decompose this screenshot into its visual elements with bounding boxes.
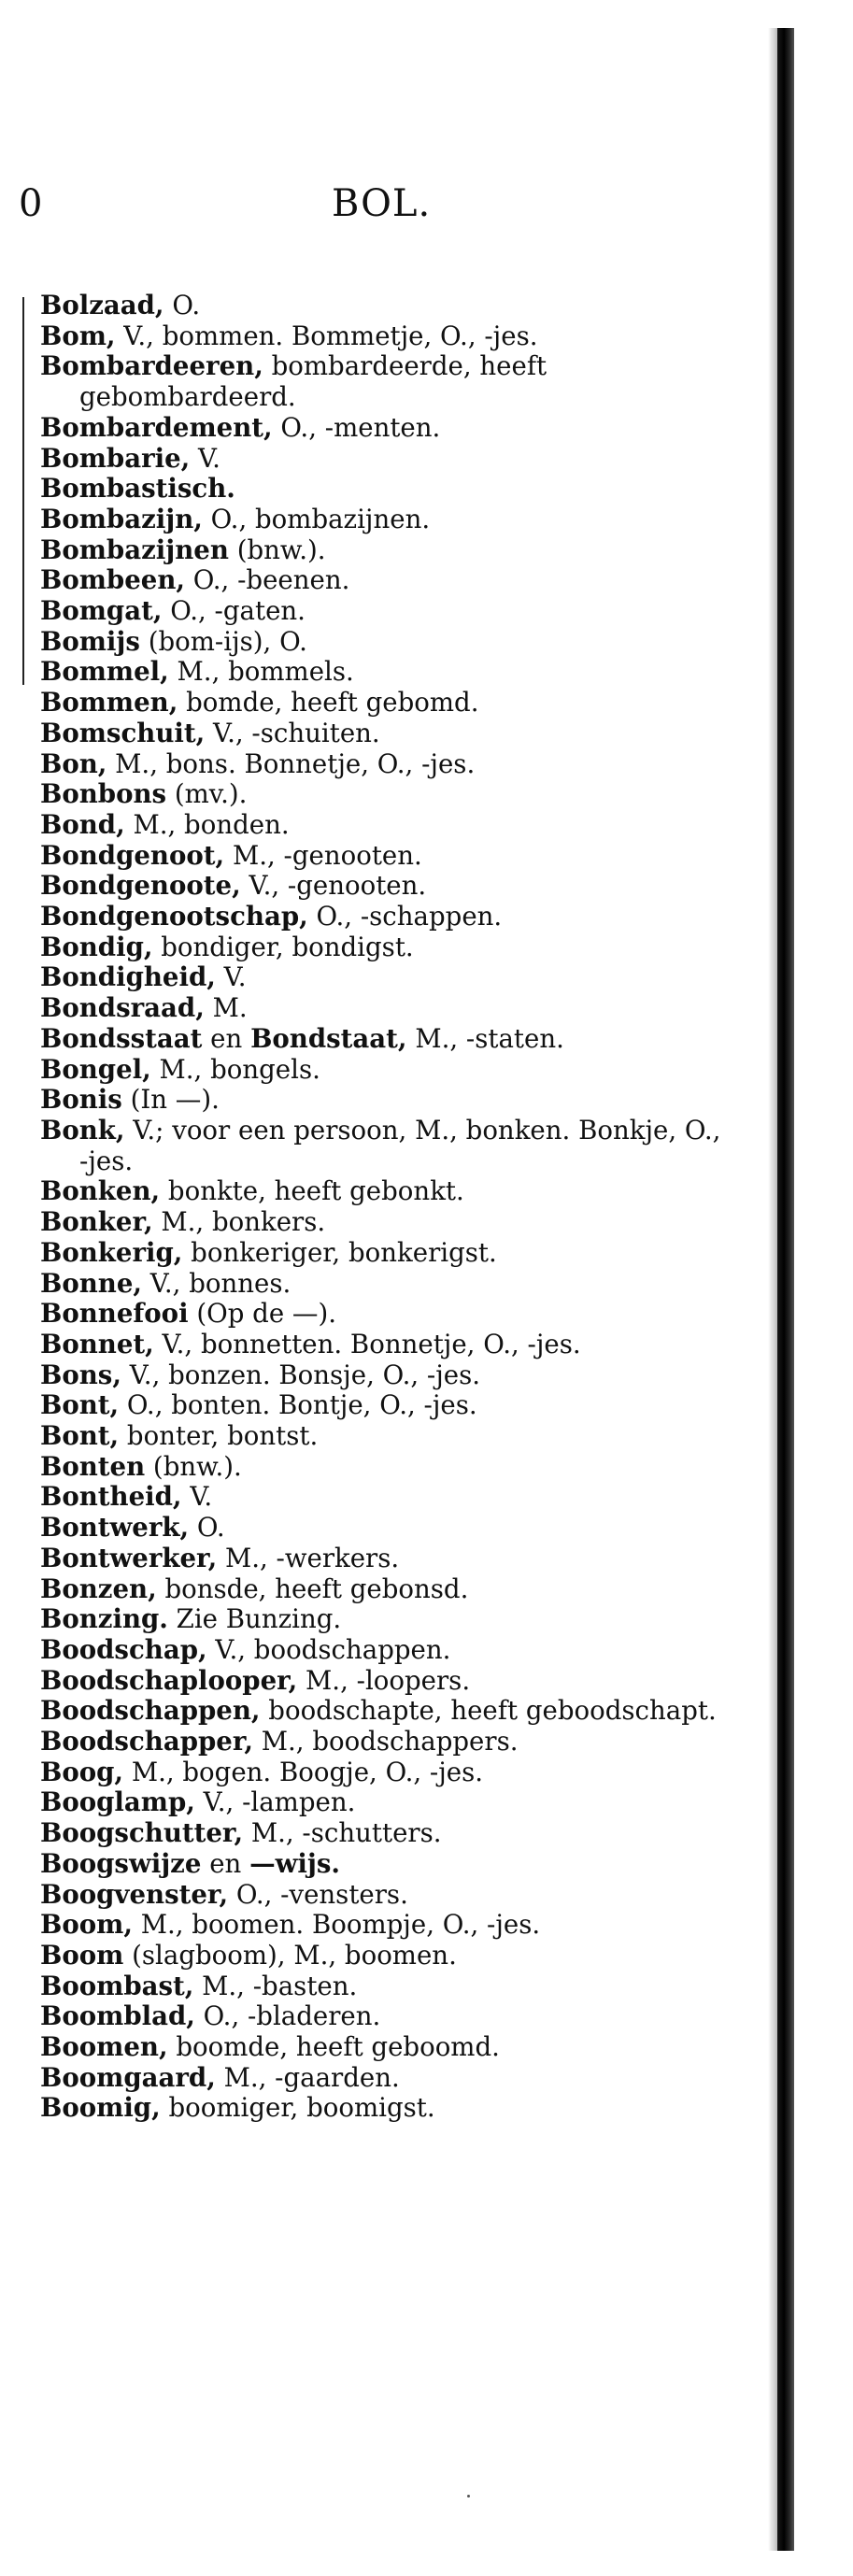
dictionary-entry bbox=[40, 1360, 736, 1391]
headword: Bombastisch. bbox=[40, 473, 235, 505]
entry-text: (In —). bbox=[121, 1084, 220, 1116]
headword: Bondgenootschap, bbox=[40, 901, 308, 932]
dictionary-entry bbox=[40, 1238, 736, 1269]
entry-text: bondiger, bondigst. bbox=[152, 931, 414, 962]
headword: Bombarie, bbox=[40, 442, 191, 474]
headword: Bons, bbox=[40, 1359, 121, 1390]
entry-text: bonkte, heeft gebonkt. bbox=[160, 1175, 464, 1207]
headword: Bondig, bbox=[40, 931, 153, 962]
dictionary-entry bbox=[40, 1941, 736, 1971]
entry-text: Zie Bunzing. bbox=[167, 1603, 342, 1635]
headword: Boomen, bbox=[40, 2031, 168, 2063]
headword: Bont, bbox=[40, 1420, 120, 1452]
headword: Bonne, bbox=[40, 1267, 143, 1299]
dictionary-entry bbox=[40, 2001, 736, 2032]
headword: Bont, bbox=[40, 1389, 120, 1421]
entry-text: M., -loopers. bbox=[297, 1664, 471, 1696]
entry-text-continued: M., -staten. bbox=[406, 1022, 564, 1054]
entry-text: (mv.). bbox=[166, 778, 248, 810]
entry-text: O., -gaten. bbox=[162, 595, 306, 627]
headword: Bonker, bbox=[40, 1206, 153, 1238]
running-head: BOL. bbox=[332, 182, 432, 225]
entry-text: V., -lampen. bbox=[194, 1786, 356, 1818]
entry-text: (bnw.). bbox=[145, 1450, 242, 1482]
dictionary-entry bbox=[40, 1635, 736, 1666]
dictionary-entry bbox=[40, 1055, 736, 1086]
headword: Bolzaad, bbox=[40, 290, 164, 320]
headword-variant: —wijs. bbox=[249, 1847, 341, 1879]
dictionary-entry bbox=[40, 841, 736, 872]
headword: Boodschapper, bbox=[40, 1726, 253, 1758]
dictionary-entry bbox=[40, 1849, 736, 1880]
headword: Bonnet, bbox=[40, 1328, 154, 1359]
dictionary-entry bbox=[40, 932, 736, 963]
headword: Bontheid, bbox=[40, 1481, 182, 1513]
entry-text: O., -menten. bbox=[272, 411, 441, 443]
entry-text: V., -schuiten. bbox=[205, 717, 380, 748]
entry-text: V. bbox=[181, 1481, 213, 1513]
page-number: 0 bbox=[19, 182, 43, 225]
entry-text: M., bons. Bonnetje, O., -jes. bbox=[107, 747, 476, 779]
headword: Bondsstaat bbox=[40, 1022, 203, 1054]
headword: Bontwerker, bbox=[40, 1542, 218, 1573]
dictionary-entry bbox=[40, 321, 736, 352]
entry-text: V., bonnes. bbox=[142, 1267, 291, 1299]
entry-text: V., bonzen. Bonsje, O., -jes. bbox=[121, 1359, 481, 1390]
dictionary-entry bbox=[40, 871, 736, 902]
entry-text: M. bbox=[204, 992, 248, 1024]
headword: Boogvenster, bbox=[40, 1878, 229, 1910]
dictionary-entry bbox=[40, 1880, 736, 1911]
dictionary-entry bbox=[40, 351, 736, 412]
headword: Bonzen, bbox=[40, 1573, 157, 1604]
dictionary-entry bbox=[40, 505, 736, 535]
headword: Bondsraad, bbox=[40, 992, 205, 1024]
dictionary-entry bbox=[40, 1421, 736, 1452]
headword: Bonk, bbox=[40, 1114, 125, 1146]
headword: Bombardement, bbox=[40, 411, 273, 443]
entry-text: bomde, heeft gebomd. bbox=[178, 687, 479, 719]
dictionary-entry bbox=[40, 1513, 736, 1544]
headword: Boodschaplooper, bbox=[40, 1664, 298, 1696]
dictionary-entry bbox=[40, 1758, 736, 1788]
entry-text: V.; voor een persoon, M., bonken. Bonkje, O., -jes. bbox=[79, 1114, 721, 1176]
entry-text: boomiger, boomigst. bbox=[160, 2092, 435, 2124]
headword: Bonzing. bbox=[40, 1603, 168, 1635]
dictionary-entry bbox=[40, 1207, 736, 1238]
dictionary-entry bbox=[40, 902, 736, 932]
headword: Bomijs bbox=[40, 625, 140, 657]
dictionary-entry bbox=[40, 1666, 736, 1697]
headword: Bon, bbox=[40, 747, 107, 779]
entry-text: bonsde, heeft gebonsd. bbox=[156, 1573, 469, 1604]
entry-text: O., bombazijnen. bbox=[202, 503, 431, 534]
headword: Bonkerig, bbox=[40, 1236, 183, 1268]
dictionary-entry bbox=[40, 1390, 736, 1421]
margin-rule bbox=[22, 297, 24, 685]
dictionary-entry bbox=[40, 2063, 736, 2094]
dictionary-entry bbox=[40, 719, 736, 749]
dictionary-entry bbox=[40, 1544, 736, 1574]
entry-text: M., bogen. Boogje, O., -jes. bbox=[123, 1756, 484, 1787]
headword: Bommen, bbox=[40, 687, 178, 719]
dictionary-entry bbox=[40, 779, 736, 810]
entry-text: M., boodschappers. bbox=[253, 1726, 519, 1758]
headword: Booglamp, bbox=[40, 1786, 195, 1818]
entry-text: O., -bladeren. bbox=[194, 2000, 381, 2032]
headword: Bonnefooi bbox=[40, 1298, 189, 1330]
entry-text: M., -werkers. bbox=[217, 1542, 400, 1573]
binding-edge bbox=[777, 28, 794, 2551]
dictionary-entry bbox=[40, 1024, 736, 1055]
headword: Bondgenoote, bbox=[40, 870, 241, 902]
headword: Bombazijnen bbox=[40, 534, 229, 565]
paper-speck bbox=[467, 2495, 470, 2498]
dictionary-entry bbox=[40, 1604, 736, 1635]
headword: Boomig, bbox=[40, 2092, 161, 2124]
headword: Bondigheid, bbox=[40, 961, 216, 993]
entry-text: O., -beenen. bbox=[185, 564, 350, 596]
headword: Boombast, bbox=[40, 1970, 194, 2001]
dictionary-entry bbox=[40, 810, 736, 841]
entry-text: V., bommen. Bommetje, O., -jes. bbox=[115, 320, 538, 351]
headword: Bongel, bbox=[40, 1053, 151, 1085]
entry-text: M., -genooten. bbox=[224, 839, 422, 871]
entry-text: bonter, bontst. bbox=[119, 1420, 319, 1452]
entry-text: en bbox=[202, 1022, 251, 1054]
dictionary-entry bbox=[40, 1269, 736, 1300]
headword: Bombeen, bbox=[40, 564, 185, 596]
binding-shadow bbox=[768, 28, 777, 2551]
dictionary-entry bbox=[40, 1971, 736, 2002]
dictionary-entry bbox=[40, 1787, 736, 1818]
dictionary-entry bbox=[40, 291, 736, 321]
entry-text: O., -vensters. bbox=[228, 1878, 408, 1910]
dictionary-entry bbox=[40, 1696, 736, 1727]
dictionary-entry bbox=[40, 2093, 736, 2124]
dictionary-entry bbox=[40, 1330, 736, 1360]
entry-text: V., bonnetten. Bonnetje, O., -jes. bbox=[153, 1328, 581, 1359]
dictionary-entry bbox=[40, 962, 736, 993]
headword: Boomblad, bbox=[40, 2000, 195, 2032]
dictionary-entry bbox=[40, 2032, 736, 2063]
entry-text: V. bbox=[190, 442, 220, 474]
headword: Boodschap, bbox=[40, 1633, 207, 1665]
dictionary-entry bbox=[40, 1818, 736, 1849]
entry-text: (slagboom), M., boomen. bbox=[123, 1939, 457, 1971]
headword-variant: Bondstaat, bbox=[250, 1022, 407, 1054]
entry-text: (bom-ijs), O. bbox=[139, 625, 307, 657]
dictionary-entry bbox=[40, 1574, 736, 1605]
headword: Bonken, bbox=[40, 1175, 161, 1207]
entry-text: M., -schutters. bbox=[243, 1817, 442, 1849]
dictionary-entry bbox=[40, 1085, 736, 1116]
headword: Bombazijn, bbox=[40, 503, 203, 534]
dictionary-entry bbox=[40, 596, 736, 627]
dictionary-entry bbox=[40, 627, 736, 658]
entry-text: M., bonden. bbox=[124, 808, 290, 840]
entry-text: M., bongels. bbox=[150, 1053, 320, 1085]
dictionary-entry bbox=[40, 1482, 736, 1513]
entry-text: O. bbox=[189, 1512, 225, 1544]
entry-text: V., boodschappen. bbox=[206, 1633, 451, 1665]
entry-text: M., boomen. Boompje, O., -jes. bbox=[132, 1909, 541, 1941]
entry-text: boomde, heeft geboomd. bbox=[167, 2031, 500, 2063]
entry-text: M., -gaarden. bbox=[215, 2061, 400, 2093]
entry-list bbox=[40, 291, 736, 2124]
dictionary-entry bbox=[40, 413, 736, 444]
dictionary-entry bbox=[40, 1299, 736, 1330]
headword: Bonten bbox=[40, 1450, 146, 1482]
dictionary-entry bbox=[40, 1116, 736, 1176]
headword: Bondgenoot, bbox=[40, 839, 225, 871]
dictionary-entry bbox=[40, 749, 736, 780]
headword: Boom bbox=[40, 1939, 124, 1971]
entry-text: bonkeriger, bonkerigst. bbox=[182, 1236, 497, 1268]
dictionary-entry bbox=[40, 688, 736, 719]
headword: Boogschutter, bbox=[40, 1817, 244, 1849]
dictionary-entry bbox=[40, 474, 736, 505]
headword: Bomschuit, bbox=[40, 717, 206, 748]
entry-text: (Op de —). bbox=[188, 1298, 337, 1330]
headword: Bonis bbox=[40, 1084, 122, 1116]
headword: Bommel, bbox=[40, 656, 169, 688]
entry-text: V., -genooten. bbox=[240, 870, 427, 902]
headword: Boomgaard, bbox=[40, 2061, 216, 2093]
entry-text: M., -basten. bbox=[193, 1970, 358, 2001]
entry-text: (bnw.). bbox=[228, 534, 326, 565]
headword: Boog, bbox=[40, 1756, 124, 1787]
entry-text: O. bbox=[163, 290, 201, 320]
headword: Bond, bbox=[40, 808, 125, 840]
entry-text: bombardeerde, heeft gebombardeerd. bbox=[79, 350, 547, 413]
headword: Bomgat, bbox=[40, 595, 163, 627]
dictionary-entry bbox=[40, 444, 736, 475]
entry-text: O., -schappen. bbox=[307, 901, 503, 932]
entry-text: M., bonkers. bbox=[152, 1206, 326, 1238]
entry-text: V. bbox=[215, 961, 247, 993]
dictionary-entry bbox=[40, 565, 736, 596]
headword: Bombardeeren, bbox=[40, 350, 263, 382]
headword: Boodschappen, bbox=[40, 1695, 261, 1727]
entry-text: M., bommels. bbox=[168, 656, 354, 688]
entry-text: boodschapte, heeft geboodschapt. bbox=[260, 1695, 717, 1727]
dictionary-entry bbox=[40, 1910, 736, 1941]
headword: Boogswijze bbox=[40, 1847, 202, 1879]
entry-text: O., bonten. Bontje, O., -jes. bbox=[119, 1389, 477, 1421]
entry-text: en bbox=[201, 1847, 250, 1879]
dictionary-entry bbox=[40, 535, 736, 566]
dictionary-entry bbox=[40, 657, 736, 688]
dictionary-entry bbox=[40, 1452, 736, 1483]
dictionary-entry bbox=[40, 1727, 736, 1758]
dictionary-entry bbox=[40, 1176, 736, 1207]
headword: Boom, bbox=[40, 1909, 133, 1941]
headword: Bom, bbox=[40, 320, 116, 351]
headword: Bonbons bbox=[40, 778, 167, 810]
dictionary-entry bbox=[40, 993, 736, 1024]
headword: Bontwerk, bbox=[40, 1512, 190, 1544]
